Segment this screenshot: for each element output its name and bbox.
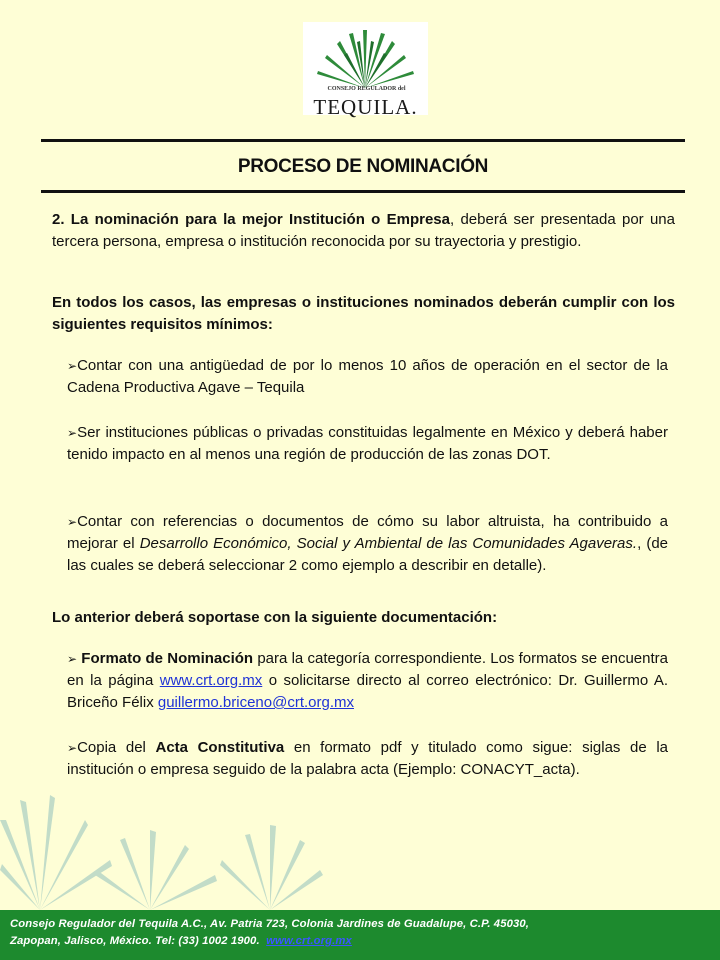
crt-website-link[interactable]: www.crt.org.mx xyxy=(159,672,263,689)
requirement-text: , (de las cuales se deberá seleccionar 2 como ejemplo a describir en detalle). xyxy=(67,535,669,574)
arrow-bullet-icon: ➢ xyxy=(67,515,78,529)
doc-item xyxy=(67,648,668,714)
footer-contact xyxy=(10,935,352,947)
arrow-bullet-icon: ➢ xyxy=(67,359,78,373)
arrow-bullet-icon: ➢ xyxy=(67,652,78,666)
intro-paragraph xyxy=(52,209,675,253)
requirement-italic: Desarrollo Económico, Social y Ambiental de las Comunidades Agaveras. xyxy=(139,535,638,552)
requirement-item xyxy=(67,355,668,399)
intro-text: , deberá ser presentada por una tercera persona, empresa o institución reconocida por su trayectoria y prestigio. xyxy=(52,211,675,250)
doc-text: Copia del xyxy=(77,739,156,756)
doc-bold: Acta Constitutiva xyxy=(155,739,285,756)
doc-text: o solicitarse directo al correo electrónico: Dr. Guillermo A. Briceño Félix xyxy=(67,672,668,711)
top-divider xyxy=(41,139,685,142)
requirement-text: Contar con una antigüedad de por lo menos 10 años de operación en el sector de la Cadena Productiva Agave – Tequila xyxy=(67,357,668,396)
footer-website-link[interactable]: www.crt.org.mx xyxy=(266,935,352,947)
bottom-divider xyxy=(41,190,685,193)
logo-big-text: TEQUILA. xyxy=(313,95,418,119)
doc-text: para la categoría correspondiente. Los formatos se encuentra en la página xyxy=(67,650,668,689)
docs-heading: Lo anterior deberá soportase con la siguiente documentación: xyxy=(52,609,498,626)
intro-bold: 2. La nominación para la mejor Institución o Empresa xyxy=(52,211,450,228)
footer xyxy=(0,910,720,960)
agave-decoration-icon xyxy=(0,790,720,912)
requirements-heading: En todos los casos, las empresas o instituciones nominados deberán cumplir con los siguientes requisitos mínimos: xyxy=(52,294,675,333)
footer-address: Consejo Regulador del Tequila A.C., Av. Patria 723, Colonia Jardines de Guadalupe, C.P. 45030, xyxy=(10,918,529,930)
arrow-bullet-icon: ➢ xyxy=(67,741,78,755)
logo-small-text: CONSEJO REGULADOR del xyxy=(327,86,406,92)
requirement-item xyxy=(67,422,668,466)
doc-bold: Formato de Nominación xyxy=(81,650,254,667)
crt-logo xyxy=(303,22,428,119)
footer-phone: Zapopan, Jalisco, México. Tel: (33) 1002 1900. xyxy=(10,935,260,947)
page-title: PROCESO DE NOMINACIÓN xyxy=(237,156,489,177)
agave-icon xyxy=(303,22,428,92)
email-link[interactable]: guillermo.briceno@crt.org.mx xyxy=(157,694,354,711)
requirement-item xyxy=(67,511,668,577)
requirement-text: Ser instituciones públicas o privadas constituidas legalmente en México y deberá haber tenido impacto en al menos una región de producción de las zonas DOT. xyxy=(67,424,668,463)
requirement-text: Contar con referencias o documentos de cómo su labor altruista, ha contribuido a mejorar el xyxy=(67,513,668,552)
doc-text: en formato pdf y titulado como sigue: siglas de la institución o empresa seguido de la palabra acta (Ejemplo: CONACYT_acta). xyxy=(67,739,668,778)
arrow-bullet-icon: ➢ xyxy=(67,426,78,440)
doc-item xyxy=(67,737,668,781)
